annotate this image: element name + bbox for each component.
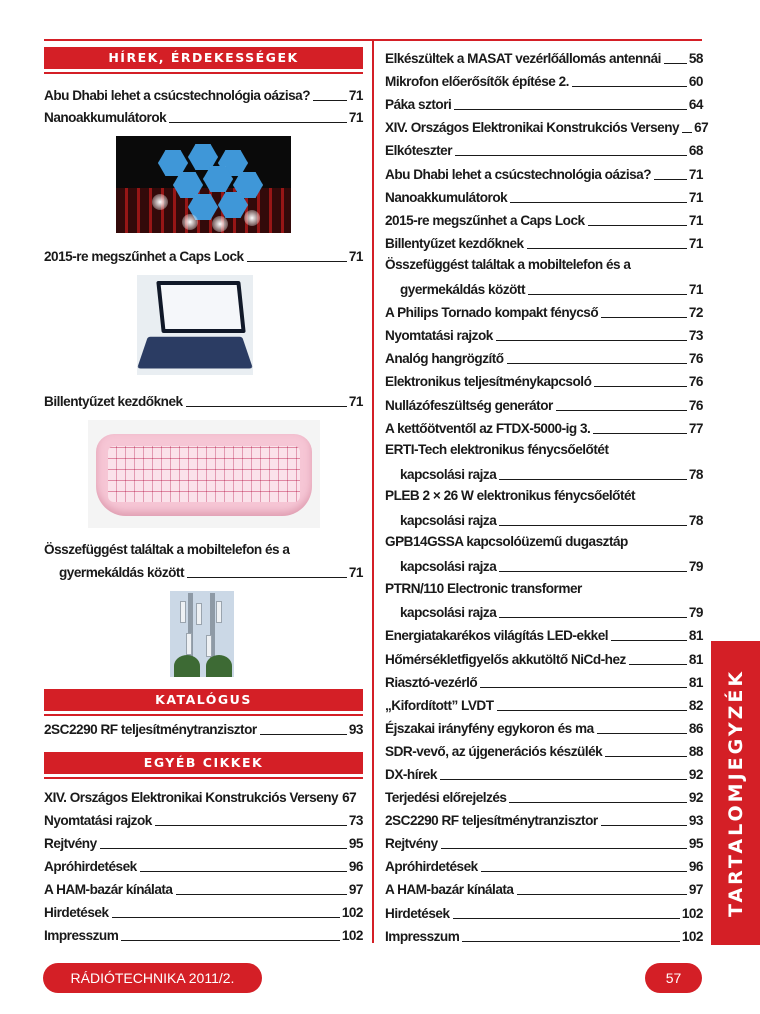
toc-entry-title: „Kifordított” LVDT bbox=[385, 697, 494, 713]
toc-entry-title: Nanoakkumulátorok bbox=[44, 110, 167, 125]
leader-line bbox=[601, 825, 687, 826]
toc-entry-page: 58 bbox=[688, 51, 703, 67]
leader-line bbox=[497, 710, 687, 711]
toc-entry-title-cont: gyermekáldás között bbox=[400, 282, 525, 298]
toc-entry[interactable] bbox=[385, 231, 703, 254]
leader-line bbox=[100, 848, 347, 849]
toc-entry-page: 78 bbox=[688, 512, 703, 528]
footer-page-number: 57 bbox=[645, 963, 702, 993]
leader-line bbox=[499, 479, 687, 480]
toc-entry-page: 102 bbox=[681, 905, 703, 921]
toc-entry-title: Rejtvény bbox=[44, 835, 97, 851]
leader-line bbox=[682, 132, 692, 133]
toc-entry[interactable] bbox=[385, 646, 703, 669]
toc-entry[interactable] bbox=[44, 923, 363, 946]
toc-entry[interactable] bbox=[385, 185, 703, 208]
leader-line bbox=[313, 100, 347, 101]
toc-entry-title: Nullázófeszültség generátor bbox=[385, 397, 553, 413]
leader-line bbox=[527, 248, 687, 249]
toc-entry-page: 92 bbox=[688, 767, 703, 782]
toc-entry[interactable] bbox=[385, 92, 703, 115]
toc-entry[interactable] bbox=[44, 718, 363, 740]
toc-entry-title: Elkóteszter bbox=[385, 143, 453, 159]
solar-hexagon-photo bbox=[116, 136, 291, 233]
left-column bbox=[44, 47, 363, 946]
toc-entry[interactable] bbox=[44, 808, 363, 831]
leader-line bbox=[462, 941, 679, 942]
toc-entry-page: 71 bbox=[688, 189, 703, 205]
leader-line bbox=[597, 733, 687, 734]
toc-entry[interactable] bbox=[385, 115, 709, 138]
toc-entry[interactable] bbox=[385, 323, 703, 346]
toc-entry[interactable] bbox=[385, 854, 703, 877]
toc-entry-title: GPB14GSSA kapcsolóüzemű dugasztáp bbox=[385, 534, 628, 550]
leader-line bbox=[454, 109, 687, 110]
leader-line bbox=[247, 261, 347, 262]
leader-line bbox=[499, 571, 687, 572]
leader-line bbox=[499, 617, 687, 618]
leader-line bbox=[594, 386, 687, 387]
toc-entry-title: SDR-vevő, az újgenerációs készülék bbox=[385, 743, 603, 759]
toc-entry[interactable] bbox=[385, 924, 703, 947]
toc-entry[interactable] bbox=[385, 877, 703, 900]
toc-entry-title: Abu Dhabi lehet a csúcstechnológia oázisa? bbox=[44, 88, 311, 103]
toc-entry-title: Billentyűzet kezdőknek bbox=[385, 235, 524, 251]
toc-entry[interactable] bbox=[385, 439, 703, 485]
toc-entry-page: 76 bbox=[688, 374, 703, 390]
toc-entry-title: Rejtvény bbox=[385, 836, 438, 852]
toc-entry[interactable] bbox=[385, 69, 703, 92]
toc-entry-title: Páka sztori bbox=[385, 97, 452, 113]
side-banner bbox=[711, 641, 760, 945]
toc-entry[interactable] bbox=[385, 161, 703, 184]
toc-entry-title: Elkészültek a MASAT vezérlőállomás antennái bbox=[385, 51, 661, 67]
leader-line bbox=[629, 664, 687, 665]
toc-entry-page: 97 bbox=[688, 882, 703, 898]
toc-entry-title: A Philips Tornado kompakt fénycső bbox=[385, 305, 599, 321]
toc-entry-page: 76 bbox=[688, 397, 703, 413]
toc-entry-page: 71 bbox=[348, 88, 363, 103]
toc-entry-page: 81 bbox=[688, 628, 703, 644]
toc-entry[interactable] bbox=[385, 577, 703, 623]
leader-line bbox=[140, 871, 347, 872]
toc-entry-title: Apróhirdetések bbox=[44, 858, 137, 874]
toc-entry[interactable] bbox=[385, 785, 703, 808]
toc-entry-page: 102 bbox=[341, 928, 363, 944]
toc-entry-page: 86 bbox=[688, 720, 703, 736]
toc-entry[interactable] bbox=[385, 739, 703, 762]
toc-entry[interactable] bbox=[385, 716, 703, 739]
toc-entry-title-cont: kapcsolási rajza bbox=[400, 605, 497, 621]
toc-entry-title: DX-hírek bbox=[385, 767, 437, 782]
toc-entry-page: 77 bbox=[688, 420, 703, 436]
toc-entry-title: Nyomtatási rajzok bbox=[385, 328, 493, 344]
toc-entry-title: Analóg hangrögzítő bbox=[385, 351, 504, 367]
toc-entry-title-cont: kapcsolási rajza bbox=[400, 466, 497, 482]
leader-line bbox=[112, 917, 340, 918]
toc-entry-page: 93 bbox=[688, 813, 703, 829]
toc-entry[interactable] bbox=[385, 392, 703, 415]
column-divider bbox=[372, 41, 374, 943]
toc-entry[interactable] bbox=[385, 762, 703, 785]
leader-line bbox=[176, 894, 347, 895]
toc-entry[interactable] bbox=[385, 138, 703, 161]
toc-entry[interactable] bbox=[385, 346, 703, 369]
leader-line bbox=[481, 871, 687, 872]
leader-line bbox=[260, 734, 347, 735]
toc-entry-title: Összefüggést találtak a mobiltelefon és a bbox=[44, 541, 290, 557]
toc-entry[interactable] bbox=[385, 808, 703, 831]
toc-entry-page: 81 bbox=[688, 674, 703, 690]
toc-entry-page: 96 bbox=[348, 858, 363, 874]
toc-entry-page: 71 bbox=[348, 110, 363, 125]
toc-entry[interactable] bbox=[44, 538, 363, 583]
toc-entry[interactable] bbox=[385, 46, 703, 69]
toc-entry[interactable] bbox=[385, 831, 703, 854]
toc-entry-page: 67 bbox=[694, 120, 709, 136]
leader-line bbox=[455, 155, 687, 156]
leader-line bbox=[601, 317, 687, 318]
leader-line bbox=[499, 525, 687, 526]
toc-entry-title: PTRN/110 Electronic transformer bbox=[385, 580, 582, 596]
toc-entry-title-cont: kapcsolási rajza bbox=[400, 559, 497, 575]
toc-entry-title: 2SC2290 RF teljesítménytranzisztor bbox=[44, 721, 257, 737]
toc-entry[interactable] bbox=[44, 900, 363, 923]
toc-entry-page: 97 bbox=[348, 881, 363, 897]
toc-entry-title: XIV. Országos Elektronikai Konstrukciós Verseny bbox=[44, 789, 339, 805]
toc-entry-page: 71 bbox=[348, 394, 363, 409]
toc-entry-page: 76 bbox=[688, 351, 703, 367]
toc-entry-page: 78 bbox=[688, 466, 703, 482]
toc-entry-title: ERTI-Tech elektronikus fénycsőelőtét bbox=[385, 442, 609, 458]
toc-entry-page: 71 bbox=[348, 249, 363, 264]
toc-entry-page: 92 bbox=[688, 790, 703, 806]
toc-entry-page: 71 bbox=[688, 282, 703, 298]
toc-entry-title: A HAM-bazár kínálata bbox=[44, 881, 173, 897]
leader-line bbox=[605, 756, 687, 757]
toc-entry-title: Nanoakkumulátorok bbox=[385, 189, 508, 205]
toc-entry[interactable] bbox=[385, 416, 703, 439]
laptop-photo bbox=[137, 275, 253, 375]
toc-entry-title: Impresszum bbox=[44, 928, 119, 944]
leader-line bbox=[187, 577, 347, 578]
section-header-egyeb: EGYÉB CIKKEK bbox=[44, 752, 363, 774]
toc-entry-page: 82 bbox=[688, 697, 703, 713]
toc-entry[interactable] bbox=[385, 369, 703, 392]
leader-line bbox=[507, 363, 687, 364]
toc-entry-title: Összefüggést találtak a mobiltelefon és a bbox=[385, 257, 631, 273]
leader-line bbox=[664, 63, 687, 64]
toc-entry[interactable] bbox=[385, 300, 703, 323]
toc-entry-page: 71 bbox=[348, 564, 363, 580]
toc-entry-page: 64 bbox=[688, 97, 703, 113]
leader-line bbox=[480, 687, 687, 688]
leader-line bbox=[453, 918, 680, 919]
toc-entry-title-cont: kapcsolási rajza bbox=[400, 512, 497, 528]
leader-line bbox=[654, 179, 687, 180]
leader-line bbox=[440, 779, 687, 780]
toc-entry[interactable] bbox=[385, 900, 703, 923]
toc-entry-page: 79 bbox=[688, 605, 703, 621]
toc-entry[interactable] bbox=[44, 84, 363, 106]
toc-entry-title: Hőmérsékletfigyelős akkutöltő NiCd-hez bbox=[385, 651, 626, 667]
toc-entry[interactable] bbox=[44, 390, 363, 412]
toc-entry-title: Energiatakarékos világítás LED-ekkel bbox=[385, 628, 609, 644]
cell-tower-photo bbox=[170, 591, 234, 677]
toc-entry-page: 73 bbox=[688, 328, 703, 344]
toc-entry-page: 79 bbox=[688, 559, 703, 575]
toc-entry[interactable] bbox=[385, 670, 703, 693]
toc-entry-title: A kettőötventől az FTDX-5000-ig 3. bbox=[385, 420, 591, 436]
toc-entry-title: Hirdetések bbox=[44, 905, 109, 921]
toc-entry-title: Riasztó-vezérlő bbox=[385, 674, 478, 690]
toc-entry-title: XIV. Országos Elektronikai Konstrukciós Verseny bbox=[385, 120, 680, 136]
toc-entry[interactable] bbox=[44, 106, 363, 128]
leader-line bbox=[186, 406, 347, 407]
toc-entry-title: PLEB 2 × 26 W elektronikus fénycsőelőtét bbox=[385, 488, 636, 504]
toc-entry-title: 2015-re megszűnhet a Caps Lock bbox=[44, 249, 244, 264]
toc-entry-page: 102 bbox=[341, 905, 363, 921]
leader-line bbox=[517, 894, 687, 895]
leader-line bbox=[169, 122, 347, 123]
toc-entry[interactable] bbox=[44, 877, 363, 900]
leader-line bbox=[611, 640, 687, 641]
toc-entry-title: Apróhirdetések bbox=[385, 859, 478, 875]
toc-entry-page: 71 bbox=[688, 212, 703, 228]
toc-entry[interactable] bbox=[385, 623, 703, 646]
toc-entry[interactable] bbox=[385, 531, 703, 577]
toc-entry-title: 2SC2290 RF teljesítménytranzisztor bbox=[385, 813, 598, 829]
toc-entry-page: 95 bbox=[348, 835, 363, 851]
leader-line bbox=[572, 86, 687, 87]
leader-line bbox=[441, 848, 687, 849]
toc-entry-page: 96 bbox=[688, 859, 703, 875]
toc-entry-page: 81 bbox=[688, 651, 703, 667]
leader-line bbox=[510, 202, 687, 203]
section-header-katalogus: KATALÓGUS bbox=[44, 689, 363, 711]
leader-line bbox=[588, 225, 687, 226]
toc-entry-page: 71 bbox=[688, 166, 703, 182]
toc-entry-title: Impresszum bbox=[385, 928, 460, 944]
toc-entry-title: Billentyűzet kezdőknek bbox=[44, 394, 183, 409]
toc-entry[interactable] bbox=[44, 785, 363, 808]
toc-entry-title: Mikrofon előerősítők építése 2. bbox=[385, 74, 569, 90]
toc-entry-title-cont: gyermekáldás között bbox=[59, 564, 184, 580]
section-header-hirek: HÍREK, ÉRDEKESSÉGEK bbox=[44, 47, 363, 69]
toc-entry-page: 67 bbox=[342, 789, 357, 805]
toc-entry-page: 72 bbox=[688, 305, 703, 321]
toc-entry-page: 60 bbox=[688, 74, 703, 90]
leader-line bbox=[155, 825, 347, 826]
toc-entry-title: A HAM-bazár kínálata bbox=[385, 882, 514, 898]
toc-entry-title: Abu Dhabi lehet a csúcstechnológia oázisa? bbox=[385, 166, 652, 182]
leader-line bbox=[556, 410, 687, 411]
leader-line bbox=[121, 940, 339, 941]
toc-entry-page: 95 bbox=[688, 836, 703, 852]
toc-entry[interactable] bbox=[44, 831, 363, 854]
toc-entry-page: 71 bbox=[688, 235, 703, 251]
toc-entry-page: 73 bbox=[348, 812, 363, 828]
leader-line bbox=[496, 340, 687, 341]
toc-entry-title: Terjedési előrejelzés bbox=[385, 790, 507, 806]
toc-entry-title: Nyomtatási rajzok bbox=[44, 812, 152, 828]
toc-entry-page: 102 bbox=[681, 928, 703, 944]
toc-entry-page: 93 bbox=[348, 721, 363, 737]
pink-keyboard-photo bbox=[88, 420, 320, 528]
toc-entry-title: 2015-re megszűnhet a Caps Lock bbox=[385, 212, 585, 228]
toc-entry-title: Éjszakai irányfény egykoron és ma bbox=[385, 720, 594, 736]
toc-entry[interactable] bbox=[385, 208, 703, 231]
right-column bbox=[385, 46, 709, 947]
leader-line bbox=[509, 802, 686, 803]
toc-entry-page: 88 bbox=[688, 743, 703, 759]
toc-entry[interactable] bbox=[44, 245, 363, 267]
leader-line bbox=[593, 433, 687, 434]
toc-entry[interactable] bbox=[385, 693, 703, 716]
toc-entry[interactable] bbox=[385, 254, 703, 300]
toc-entry[interactable] bbox=[44, 854, 363, 877]
toc-entry[interactable] bbox=[385, 485, 703, 531]
side-banner-text: TARTALOMJEGYZÉK bbox=[724, 668, 747, 918]
toc-entry-title: Hirdetések bbox=[385, 905, 450, 921]
leader-line bbox=[528, 294, 687, 295]
footer-magazine-title: RÁDIÓTECHNIKA 2011/2. bbox=[43, 963, 262, 993]
toc-entry-title: Elektronikus teljesítménykapcsoló bbox=[385, 374, 592, 390]
toc-entry-page: 68 bbox=[688, 143, 703, 159]
